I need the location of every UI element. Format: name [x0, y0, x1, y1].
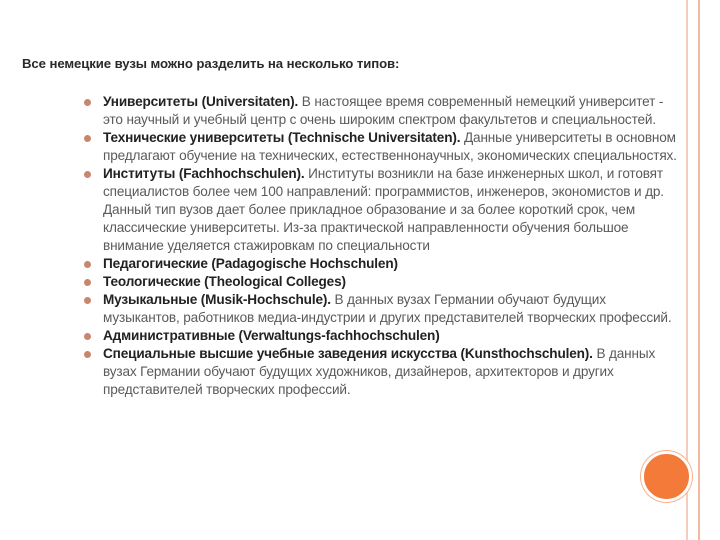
list-item-institutes: [82, 165, 686, 255]
bullet-icon: [84, 279, 91, 286]
list-item-term: Педагогические (Padagogische Hochschulen): [103, 256, 398, 271]
list-item-technical-universities: [82, 129, 686, 165]
list-item-theological: [82, 273, 686, 291]
list-item-term: Теологические (Theological Colleges): [103, 274, 346, 289]
list-item-term: Специальные высшие учебные заведения искусства (Kunsthochschulen).: [103, 346, 593, 361]
list-item-text: Институты возникли на базе инженерных школ, и готовят специалистов более чем 100 направлений: программистов, инженеров, экономистов и др. Данный тип вузов дает более прикладное образование и за более короткий срок, чем классические университеты. Из-за практической направленности обучения большое внимание уделяется стажировкам по специальности: [103, 166, 664, 253]
bullet-icon: [84, 99, 91, 106]
list-item-term: Университеты (Universitaten).: [103, 94, 299, 109]
bullet-icon: [84, 297, 91, 304]
list-item-term: Институты (Fachhochschulen).: [103, 166, 305, 181]
bullet-icon: [84, 171, 91, 178]
decorative-orange-circle-icon: [641, 451, 692, 502]
bullet-icon: [84, 333, 91, 340]
list-item-universities: [82, 93, 686, 129]
list-item-music: [82, 291, 686, 327]
list-item-art-schools: [82, 345, 686, 399]
slide-heading: Все немецкие вузы можно разделить на несколько типов:: [22, 56, 400, 71]
bullet-icon: [84, 351, 91, 358]
list-item-pedagogical: [82, 255, 686, 273]
bullet-icon: [84, 135, 91, 142]
bullet-icon: [84, 261, 91, 268]
list-item-text: В настоящее время современный немецкий университет - это научный и учебный центр с очень широким спектром факультетов и специальностей.: [103, 94, 664, 127]
list-item-text: Данные университеты в основном предлагают обучение на технических, естественнонаучных, экономических специальностях.: [103, 130, 677, 163]
list-item-term: Технические университеты (Technische Universitaten).: [103, 130, 461, 145]
list-item-administrative: [82, 327, 686, 345]
list-item-term: Административные (Verwaltungs-fachhochschulen): [103, 328, 440, 343]
list-item-term: Музыкальные (Musik-Hochschule).: [103, 292, 331, 307]
list-item-text: В данных вузах Германии обучают будущих музыкантов, работников медиа-индустрии и других представителей творческих профессий.: [103, 292, 672, 325]
university-types-list: [82, 93, 686, 399]
list-item-text: В данных вузах Германии обучают будущих художников, дизайнеров, архитекторов и других представителей творческих профессий.: [103, 346, 656, 397]
